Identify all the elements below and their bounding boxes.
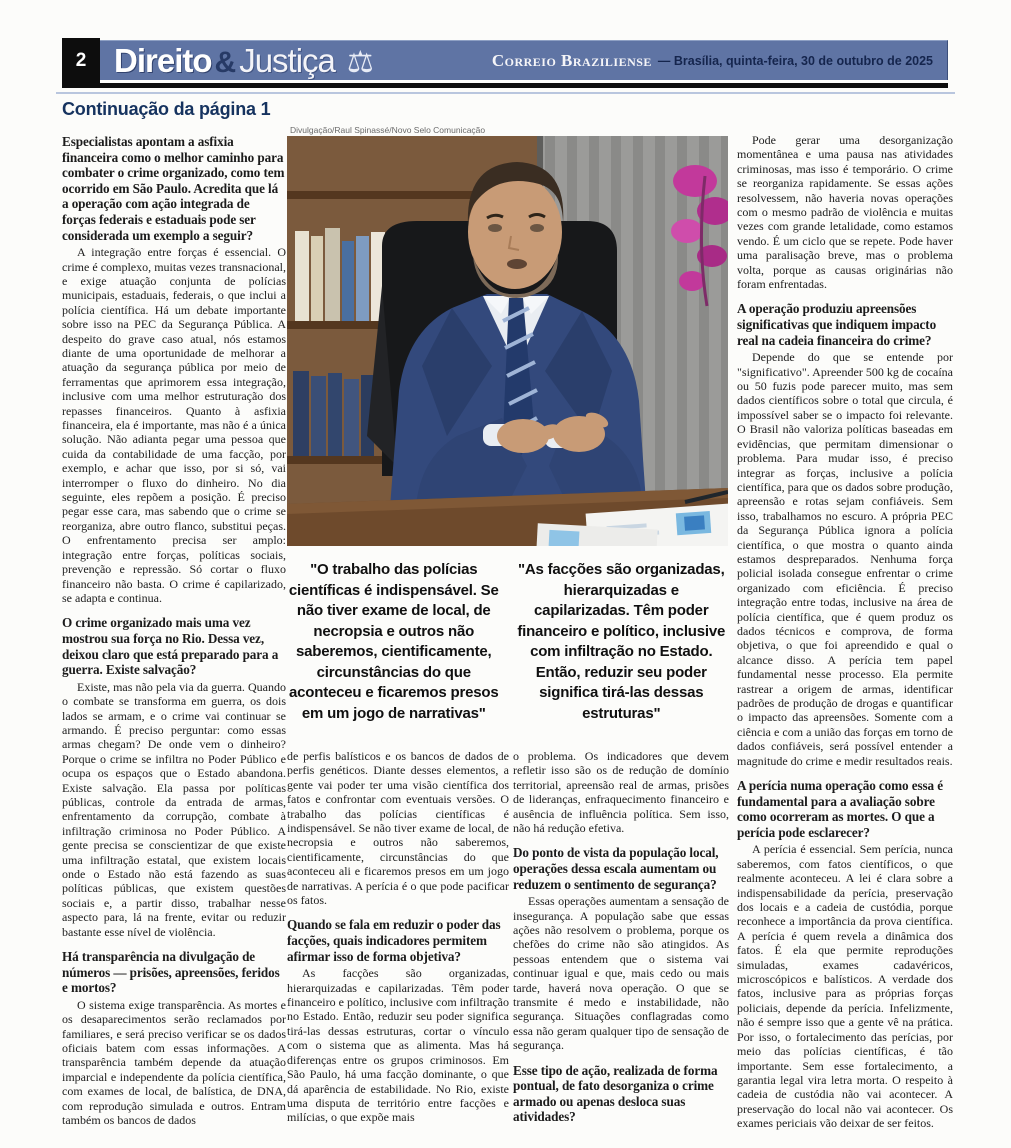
pull-quote-1: "O trabalho das polícias científicas é indispensável. Se não tiver exame de local, de necropsia e outros não saberemos, cientificamente, circunstâncias do que aconteceu e ficaremos presos em um jogo de narrativas" bbox=[288, 561, 499, 722]
interview-question: Há transparência na divulgação de números — prisões, apreensões, feridos e mortos? bbox=[62, 949, 280, 996]
edition-date: — Brasília, quinta-feira, 30 de outubro de 2025 bbox=[657, 53, 933, 68]
interview-answer: A perícia é essencial. Sem perícia, nunca saberemos, com fatos científicos, o que realmente aconteceu. A lei é clara sobre a indispensabilidade da perícia, preservação dos locais e a cadeia de custódia, porque reconhece a importância da prova científica. A perícia é quem revela a dinâmica dos fatos. É ela que permite reproduções simuladas, exames cadavéricos, microscópicos e balísticos. A verdade dos fatos, inclusive para as próprias forças policiais, depende da perícia. Infelizmente, não é sempre isso que a gente vê na prática. Por isso, o fortalecimento das perícias, por meio das polícias científicas, é tão importante. Sem esse fortalecimento, a garantia legal vira letra morta. O respeito à cadeia de custódia não vai acontecer. A preservação do local não vai acontecer. Os exames periciais vão deixar de ser feitos. bbox=[737, 842, 953, 1131]
continuation-note: Continuação da página 1 bbox=[62, 99, 271, 119]
interview-answer: Pode gerar uma desorganização momentânea e uma pausa nas atividades criminosas, mas isso é temporário. O crime se reorganiza rapidamente. Se essas ações resolvessem, não haveria novas operações com o mesmo padrão de violência e muitas vezes com grande letalidade, como estamos vendo. É um ciclo que se repete. Pode haver uma paralisação breve, mas o problema volta, porque as causas originárias não foram enfrentadas. bbox=[737, 133, 953, 292]
article-column-4 bbox=[737, 133, 953, 1131]
interview-answer: Essas operações aumentam a sensação de insegurança. A população sabe que essas ações não resolvem o problema, porque os chefões do crime não são atingidos. As pessoas entendem que o sistema vai continuar igual e que, mais cedo ou mais tarde, haverá nova operação. O que se transmite é medo e instabilidade, não segurança. Situações conflagradas como essa não geram qualquer tipo de sensação de segurança. bbox=[513, 894, 729, 1053]
interview-answer: O sistema exige transparência. As mortes e os desaparecimentos serão reclamados por familiares, e será preciso verificar se os dados oficiais batem com essas informações. A transparência também depende da atuação imparcial e independente da polícia científica, com exames de local, de balística, de DNA, com reprodução simulada e outros. Entram também os bancos de dados bbox=[62, 997, 286, 1128]
article-column-2 bbox=[287, 749, 509, 1125]
interview-question: Quando se fala em reduzir o poder das facções, quais indicadores permitem afirmar isso de forma objetiva? bbox=[287, 917, 501, 964]
section-masthead bbox=[62, 38, 948, 80]
photo-credit: Divulgação/Raul Spinassé/Novo Selo Comunicação bbox=[290, 125, 486, 135]
interview-answer: de perfis balísticos e os bancos de dados de perfis genéticos. Diante desses elementos, a gente vai poder ter uma visão científica dos fatos e confrontar com eventuais versões. O trabalho das polícias científicas é indispensável. Se não tiver exame de local, de necropsia e outros não saberemos, cientificamente, circunstâncias do que aconteceu ali e ficaremos presos em um jogo de narrativas. A perícia é o que pode pacificar os fatos. bbox=[287, 749, 509, 908]
header-blue-rule bbox=[56, 92, 955, 94]
interview-question: A perícia numa operação como essa é fundamental para a avaliação sobre como ocorreram as mortes. O que a perícia pode esclarecer? bbox=[737, 778, 943, 840]
scales-of-justice-icon: ⚖ bbox=[346, 45, 374, 79]
interview-question: Do ponto de vista da população local, operações dessa escala aumentam ou reduzem o sentimento de segurança? bbox=[513, 845, 719, 892]
pull-quotes bbox=[287, 560, 728, 724]
interview-question: Esse tipo de ação, realizada de forma pontual, de fato desorganiza o crime armado ou apenas desloca suas atividades? bbox=[513, 1062, 718, 1125]
section-banner bbox=[100, 40, 948, 80]
pull-quote-2: "As facções são organizadas, hierarquizadas e capilarizadas. Têm poder financeiro e político, inclusive com infiltração no Estado. Então, reduzir seu poder significa tirá-las dessas estruturas" bbox=[517, 561, 726, 722]
article-column-1 bbox=[62, 134, 286, 1127]
interview-question: A operação produziu apreensões significativas que indiquem impacto real na cadeia financeira do crime? bbox=[737, 301, 937, 348]
newspaper-name: Correio Braziliense bbox=[491, 50, 652, 70]
interview-answer: As facções são organizadas, hierarquizadas e capilarizadas. Têm poder financeiro e político, inclusive com infiltração no Estado. Então, reduzir seu poder significa tirá-las dessas estruturas, cortar o vínculo com o sistema que as alimenta. Mas há diferenças entre os grupos criminosos. Em São Paulo, há uma facção dominante, o que dá aparência de estabilidade. No Rio, existe uma disputa de território entre facções e milícias, o que expõe mais bbox=[287, 966, 509, 1125]
masthead-dateline bbox=[492, 51, 933, 71]
interview-answer: Existe, mas não pela via da guerra. Quando o combate se transforma em guerra, os dois lados se armam, e o crime vai continuar se armando. É preciso perguntar: como essas armas chegam? De onde vem o dinheiro? Porque o crime se infiltra no Poder Público e ocupa os espaços que o Estado abandona. Existe salvação. Ela passa por políticas públicas, controle da entrada de armas, enfrentamento da corrupção, combate à infiltração criminosa no Poder Público. A gente precisa se conscientizar de que existe uma infiltração estatal, que existem locais onde o Estado não está fazendo as suas políticas públicas, que existem questões sociais e, a partir disso, trabalhar nesse aspecto para, lá na frente, evitar ou reduzir bastante esse nível de violência. bbox=[62, 679, 286, 939]
section-title-ampersand: & bbox=[214, 45, 237, 79]
interview-question: Especialistas apontam a asfixia financeira como o melhor caminho para combater o crime organizado, como tem ocorrido em São Paulo. Acredita que lá a operação com ação integrada de forças federais e estaduais pode ser considerada um exemplo a seguir? bbox=[62, 134, 285, 243]
interview-answer: Depende do que se entende por "significativo". Apreender 500 kg de cocaína ou 50 fuzis pode parecer muito, mas sem dados científicos sobre o total que circula, é impossível saber se o impacto foi relevante. O Brasil não valoriza políticas baseadas em evidências, que permitam dimensionar o problema. Para mudar isso, é preciso integrar as forças, inclusive a polícia científica, para que os dados sobre produção, apreensão e rotas sejam confiáveis. Sem isso, trabalhamos no escuro. A própria PEC da Segurança Pública ignora a polícia científica, o que mostra o quanto ainda estamos despreparados. Nenhuma força policial isolada consegue enfrentar o crime organizado com eficiência. É preciso integração entre todas, inclusive na área de polícia científica, que é quem produz os dados técnicos e comprova, de forma objetiva, o que foi apreendido e qual o alcance disso. A perícia tem papel fundamental nesse processo. Ela permite rastrear a origem de armas, identificar padrões de produção de drogas e quantificar o impacto das apreensões. Somente com a ciência e com a união das forças em torno de dados confiáveis, será possível entender a magnitude do crime e medir resultados reais. bbox=[737, 350, 953, 768]
header-black-rule bbox=[62, 83, 948, 88]
interview-photo-illustration bbox=[287, 136, 728, 546]
section-title bbox=[114, 41, 374, 79]
section-title-direito: Direito bbox=[114, 41, 212, 79]
interview-answer: o problema. Os indicadores que devem refletir isso são os de redução de domínio territorial, apreensão real de armas, prisões de lideranças, enfraquecimento financeiro e ausência de influência política. Sem isso, não há redução efetiva. bbox=[513, 749, 729, 836]
interview-answer: A integração entre forças é essencial. O crime é complexo, muitas vezes transnacional, e exige atuação conjunta de polícias municipais, estaduais, federais, o que inclui a polícia científica. Há um debate importante sobre isso na PEC da Segurança Pública. A despeito do grave caso atual, nós estamos diante de uma oportunidade de melhorar a atuação da segurança pública por meio de ferramentas que aprimorem essa integração, inclusive com uma melhor estruturação dos repasses financeiros. Quanto à asfixia financeira, ela é importante, mas não é a única solução. Não adianta pegar uma pessoa que cuida da contabilidade de uma facção, por exemplo, e achar que isso, por si só, vai interromper o fluxo do dinheiro. No dia seguinte, eles repõem a posição. É preciso pegar esse cara, mas sabendo que o crime se reorganiza, abre outro flanco, substitui peças. O enfrentamento precisa ser amplo: integração entre forças, políticas sociais, prevenção e repressão. Só cortar o fluxo financeiro não basta. O crime é capilarizado, se adapta e continua. bbox=[62, 245, 286, 605]
interview-question: O crime organizado mais uma vez mostrou sua força no Rio. Dessa vez, deixou claro que está preparado para a guerra. Existe salvação? bbox=[62, 615, 279, 678]
section-title-justica: Justiça bbox=[239, 41, 335, 79]
man-head bbox=[468, 162, 563, 298]
page-number: 2 bbox=[62, 38, 100, 84]
article-column-3 bbox=[513, 749, 729, 1127]
interview-photo bbox=[287, 136, 728, 546]
